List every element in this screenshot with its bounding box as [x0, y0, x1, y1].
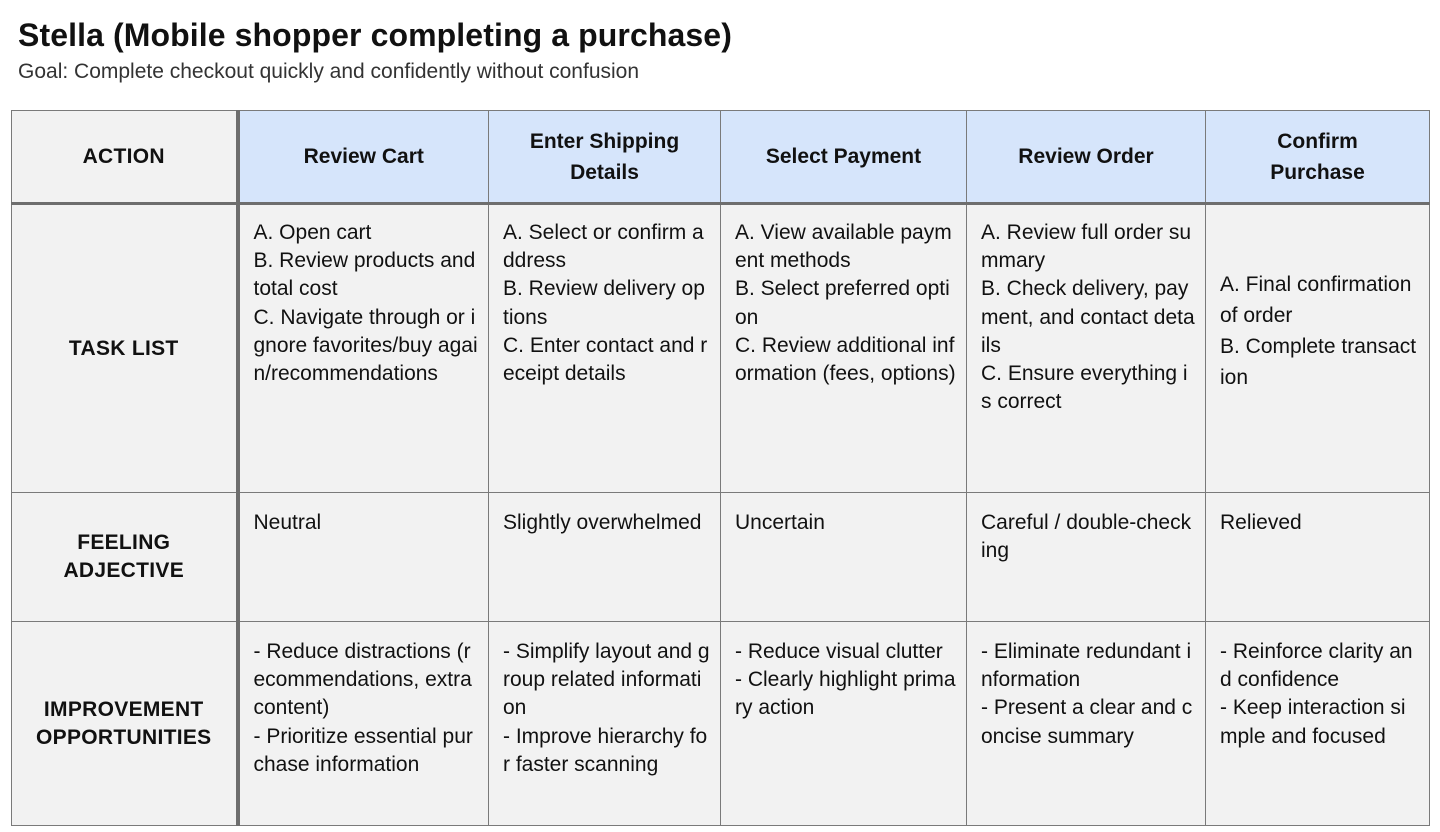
page-title: Stella (Mobile shopper completing a purchase): [18, 17, 732, 53]
improvement-cell-enter-shipping: - Simplify layout and group related information - Improve hierarchy for faster scanning: [489, 622, 721, 826]
task-cell-review-cart: A. Open cart B. Review products and total cost C. Navigate through or ignore favorites/buy again/recommendations: [238, 204, 489, 493]
stage-header-review-order: Review Order: [967, 111, 1206, 204]
feeling-cell-select-payment: Uncertain: [721, 493, 967, 622]
feeling-row: [12, 493, 1430, 622]
feeling-cell-confirm-purchase: Relieved: [1206, 493, 1430, 622]
improvement-cell-review-cart: - Reduce distractions (recommendations, extra content) - Prioritize essential purchase information: [238, 622, 489, 826]
task-cell-review-order: A. Review full order summary B. Check delivery, payment, and contact details C. Ensure everything is correct: [967, 204, 1206, 493]
feeling-cell-review-order: Careful / double-checking: [967, 493, 1206, 622]
task-list-row: [12, 204, 1430, 493]
row-label-task-list: TASK LIST: [12, 204, 238, 493]
improvement-cell-select-payment: - Reduce visual clutter - Clearly highlight primary action: [721, 622, 967, 826]
improvement-row: [12, 622, 1430, 826]
feeling-cell-enter-shipping: Slightly overwhelmed: [489, 493, 721, 622]
row-label-action: ACTION: [12, 111, 238, 204]
action-row: [12, 111, 1430, 204]
task-cell-enter-shipping: A. Select or confirm address B. Review delivery options C. Enter contact and receipt details: [489, 204, 721, 493]
goal-subtitle: Goal: Complete checkout quickly and confidently without confusion: [18, 60, 640, 83]
stage-header-enter-shipping: Enter Shipping Details: [489, 111, 721, 204]
row-label-feeling: FEELING ADJECTIVE: [12, 493, 238, 622]
task-cell-select-payment: A. View available payment methods B. Select preferred option C. Review additional information (fees, options): [721, 204, 967, 493]
stage-header-review-cart: Review Cart: [238, 111, 489, 204]
stage-header-confirm-purchase: Confirm Purchase: [1206, 111, 1430, 204]
improvement-cell-review-order: - Eliminate redundant information - Present a clear and concise summary: [967, 622, 1206, 826]
journey-map-table: [11, 110, 1430, 826]
stage-header-select-payment: Select Payment: [721, 111, 967, 204]
improvement-cell-confirm-purchase: - Reinforce clarity and confidence - Keep interaction simple and focused: [1206, 622, 1430, 826]
task-cell-confirm-purchase: A. Final confirmation of order B. Complete transaction: [1206, 204, 1430, 493]
feeling-cell-review-cart: Neutral: [238, 493, 489, 622]
row-label-improvement: IMPROVEMENT OPPORTUNITIES: [12, 622, 238, 826]
